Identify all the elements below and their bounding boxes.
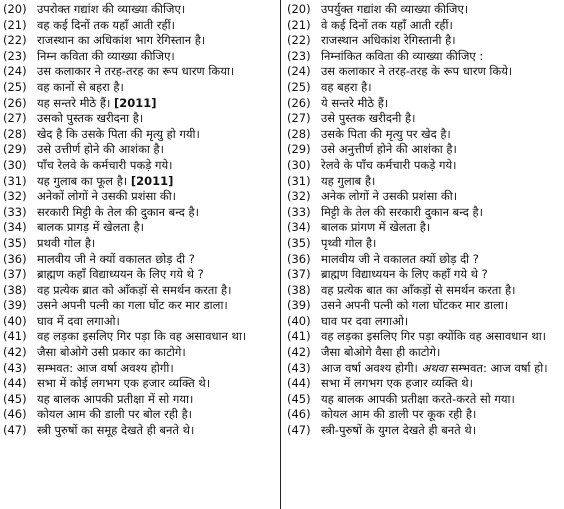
corrected-sentence [321,205,560,221]
table-row [3,236,561,252]
table-row [3,205,561,221]
table-row [3,220,561,236]
left-entry [3,96,280,112]
right-entry [283,329,560,345]
sentence-text: अनेकों लोगों ने उसकी प्रशंसा की। [37,189,177,204]
sentence-text: वह प्रत्येक बात का आँकड़ों से समर्थन करता है। [321,282,516,297]
incorrect-sentence [37,158,280,174]
sentence-text: यह गुलाब है। [321,173,376,188]
entry-number: (39) [3,298,27,313]
sentence-text: सम्भवत: आज वर्षा अवश्य होगी। [37,360,174,375]
table-row [3,64,561,80]
sentence-text: वह कई दिनों तक यहाँ आती रहीं। [37,17,175,32]
incorrect-sentence [37,220,280,236]
corrected-sentence [321,392,560,408]
entry-number: (42) [287,345,311,360]
table-row [3,142,561,158]
left-entry [3,220,280,236]
entry-number: (29) [3,142,27,157]
corrected-sentence [321,111,560,127]
right-entry [283,267,560,283]
table-row [3,252,561,268]
left-entry [3,64,280,80]
right-entry [283,392,560,408]
left-entry [3,267,280,283]
left-entry [3,236,280,252]
left-entry [3,283,280,299]
left-entry [3,111,280,127]
entry-number: (47) [287,423,311,438]
incorrect-sentence [37,111,280,127]
sentence-text: उसने अपनी पत्नी को गला घोंटकर मार डाला। [321,298,509,313]
corrected-sentence [321,252,560,268]
entry-number: (30) [287,157,311,172]
entry-number: (44) [287,376,311,391]
corrected-sentence [321,345,560,361]
table-row [3,49,561,65]
sentence-text: ब्राह्मण कहाँ विद्याध्ययन के लिए गये थे ? [37,267,204,282]
entry-number: (41) [3,329,27,344]
incorrect-sentence [37,18,280,34]
entry-number: (46) [287,407,311,422]
sentence-text: मालवीय जी ने वकालत क्यों छोड़ दी ? [321,251,479,266]
sentence-text: निम्न कविता की व्याख्या कीजिए। [37,48,175,63]
incorrect-sentence [37,142,280,158]
entry-number: (26) [3,95,27,110]
entry-number: (22) [287,33,311,48]
table-row [3,2,561,18]
sentence-text: पृथ्वी गोल है। [321,235,377,250]
sentence-text: जैसा बोओगे वैसा ही काटोगे। [321,345,441,360]
right-entry [283,189,560,205]
left-entry [3,33,280,49]
sentence-text: पाँच रेलवे के कर्मचारी पकड़े गये। [37,157,173,172]
entry-number: (37) [287,267,311,282]
incorrect-sentence [37,49,280,65]
entry-number: (32) [287,189,311,204]
incorrect-sentence [37,64,280,80]
sentence-text: वह प्रत्येक ब्रात को आँकड़ों से समर्थन करता है। [37,282,232,297]
entry-number: (21) [3,17,27,32]
sentence-text: बालक प्रागड़ में खेलता है। [37,220,145,235]
entry-number: (43) [287,360,311,375]
incorrect-sentence [37,174,280,190]
sentence-text: प्रथवी गोल है। [37,235,96,250]
incorrect-sentence [37,189,280,205]
right-entry [283,252,560,268]
entry-number: (36) [3,251,27,266]
table-row [3,392,561,408]
sentence-text: उसने अपनी पत्नी का गला घोंट कर मार डाला। [37,298,228,313]
right-entry [283,49,560,65]
incorrect-sentence [37,392,280,408]
left-entry [3,314,280,330]
left-entry [3,345,280,361]
entry-number: (31) [3,173,27,188]
entry-number: (28) [3,126,27,141]
entry-number: (46) [3,407,27,422]
entry-number: (45) [287,391,311,406]
table-row [3,298,561,314]
incorrect-sentence [37,283,280,299]
entry-number: (23) [287,48,311,63]
right-entry [283,236,560,252]
sentence-text: घाव पर दवा लगाओ। [321,313,409,328]
sentence-text: घाव में दवा लगाओ। [37,313,120,328]
incorrect-sentence [37,345,280,361]
corrected-sentence [321,96,560,112]
sentence-text: वह लड़का इसलिए गिर पड़ा क्योंकि वह असावधान था। [321,329,547,344]
entry-number: (35) [3,235,27,250]
entry-number: (43) [3,360,27,375]
right-entry [283,64,560,80]
sentence-text: कोयल आम की डाली पर बोल रही है। [37,407,193,422]
entry-number: (40) [3,313,27,328]
entry-number: (35) [287,235,311,250]
corrected-sentence [321,18,560,34]
entry-number: (27) [287,111,311,126]
entry-number: (25) [3,79,27,94]
sentence-text: यह गुलाब का फूल है। [37,173,128,188]
corrected-sentence [321,361,560,377]
left-entry [3,407,280,423]
corrected-sentence [321,298,560,314]
alternative-sentence: सम्भवत: आज वर्षा हो। [450,360,548,375]
corrected-sentence [321,127,560,143]
sentence-text: मालवीय जी ने क्यों वकालत छोड़ दी ? [37,251,195,266]
incorrect-sentence [37,252,280,268]
sentence-text: वह लड़का इसलिए गिर पड़ा कि वह असावधान था। [37,329,247,344]
left-entry [3,158,280,174]
table-row [3,423,561,439]
right-entry [283,407,560,423]
entry-number: (33) [287,204,311,219]
corrected-sentence [321,236,560,252]
incorrect-sentence [37,80,280,96]
sentence-text: उपरोक्त गद्यांश की व्याख्या कीजिए। [37,2,186,16]
left-entry [3,80,280,96]
corrected-sentence [321,33,560,49]
entry-number: (37) [3,267,27,282]
corrected-sentence [321,49,560,65]
incorrect-sentence [37,314,280,330]
sentence-text: राजस्थान अधिकांश रेगिस्तानी है। [321,33,456,48]
right-entry [283,111,560,127]
table-row [3,174,561,190]
sentence-text: उपर्युक्त गद्यांश की व्याख्या कीजिए। [321,2,469,16]
right-entry [283,96,560,112]
entry-number: (47) [3,423,27,438]
right-entry [283,174,560,190]
left-entry [3,142,280,158]
right-entry [283,298,560,314]
incorrect-sentence [37,205,280,221]
corrected-sentence [321,2,560,18]
corrected-sentence [321,189,560,205]
corrected-sentence [321,80,560,96]
table-row [3,329,561,345]
sentence-text: उस कलाकार ने तरह-तरह के रूप धारण किये। [321,64,513,79]
corrected-sentence [321,64,560,80]
sentence-text: वे कई दिनों तक यहाँ आती रहीं। [321,17,453,32]
table-row [3,127,561,143]
sentence-text: उसे उत्तीर्ण होने की आशंका है। [37,142,165,157]
entry-number: (30) [3,157,27,172]
sentence-text: यह बालक आपकी प्रतीक्षा में सो गया। [37,391,194,406]
alternative-marker: अथवा [421,360,448,375]
sentence-text: कोयल आम की डाली पर कूक रही है। [321,407,477,422]
entry-number: (45) [3,391,27,406]
entry-number: (28) [287,126,311,141]
left-entry [3,361,280,377]
entry-number: (22) [3,33,27,48]
left-entry [3,189,280,205]
table-row [3,407,561,423]
corrected-sentence [321,376,560,392]
exam-year: [2011] [113,95,157,110]
entry-number: (29) [287,142,311,157]
incorrect-sentence [37,423,280,439]
right-entry [283,220,560,236]
right-entry [283,2,560,18]
left-entry [3,18,280,34]
right-entry [283,423,560,439]
incorrect-sentence [37,236,280,252]
corrected-sentence [321,158,560,174]
sentence-text: उसे अनुत्तीर्ण होने की आशंका है। [321,142,457,157]
incorrect-sentence [37,127,280,143]
entry-number: (38) [287,282,311,297]
left-entry [3,329,280,345]
entry-number: (40) [287,313,311,328]
right-entry [283,142,560,158]
entry-number: (27) [3,111,27,126]
entry-number: (39) [287,298,311,313]
sentence-text: ब्राह्मण विद्याध्ययन के लिए कहाँ गये थे ? [321,267,488,282]
sentence-text: उसको पुस्तक खरीदना है। [37,111,144,126]
table-row [3,158,561,174]
incorrect-sentence [37,298,280,314]
table-row [3,314,561,330]
incorrect-sentence [37,376,280,392]
sentence-text: मिट्टी के तेल की सरकारी दुकान बन्द है। [321,204,484,219]
exam-year: [2011] [130,173,174,188]
incorrect-sentence [37,2,280,18]
rows-container [3,2,561,439]
left-entry [3,205,280,221]
left-entry [3,174,280,190]
sentence-text: सरकारी मिट्टी के तेल की दुकान बन्द है। [37,204,200,219]
sentence-text: खेद है कि उसके पिता की मृत्यु हो गयी। [37,126,200,141]
sentence-text: स्त्री पुरुषों का समूह देखते ही बनते थे। [37,423,195,438]
entry-number: (38) [3,282,27,297]
entry-number: (31) [287,173,311,188]
entry-number: (32) [3,189,27,204]
entry-number: (42) [3,345,27,360]
sentence-text: यह सन्तरे मीठे हैं। [37,95,111,110]
incorrect-sentence [37,33,280,49]
sentence-text: स्त्री-पुरुषों के युगल देखते ही बनते थे। [321,423,477,438]
right-entry [283,314,560,330]
right-entry [283,33,560,49]
table-row [3,111,561,127]
right-entry [283,283,560,299]
table-row [3,18,561,34]
entry-number: (23) [3,48,27,63]
right-entry [283,80,560,96]
table-row [3,96,561,112]
sentence-text: आज वर्षा अवश्य होगी। [321,360,418,375]
table-row [3,361,561,377]
corrected-sentence [321,329,560,345]
entry-number: (34) [287,220,311,235]
right-entry [283,361,560,377]
sentence-text: ये सन्तरे मीठे हैं। [321,95,389,110]
corrected-sentence [321,407,560,423]
corrected-sentence [321,174,560,190]
table-row [3,189,561,205]
sentence-text: उसके पिता की मृत्यु पर खेद है। [321,126,451,141]
sentence-text: वह बहरा है। [321,79,372,94]
entry-number: (26) [287,95,311,110]
left-entry [3,49,280,65]
sentence-text: निम्नांकित कविता की व्याख्या कीजिए : [321,48,484,63]
sentence-text: अनेक लोगों ने उसकी प्रशंसा की। [321,189,458,204]
left-entry [3,423,280,439]
entry-number: (44) [3,376,27,391]
corrected-sentence [321,142,560,158]
entry-number: (41) [287,329,311,344]
sentence-text: उसे पुस्तक खरीदनी है। [321,111,416,126]
left-entry [3,2,280,18]
table-row [3,376,561,392]
sentence-text: उस कलाकार ने तरह-तरह का रूप धारण किया। [37,64,235,79]
table-row [3,33,561,49]
corrected-sentence [321,314,560,330]
right-entry [283,18,560,34]
right-entry [283,345,560,361]
right-entry [283,158,560,174]
entry-number: (24) [287,64,311,79]
incorrect-sentence [37,96,280,112]
entry-number: (24) [3,64,27,79]
right-entry [283,205,560,221]
entry-number: (21) [287,17,311,32]
corrected-sentence [321,267,560,283]
left-entry [3,298,280,314]
sentence-text: बालक प्रांगण में खेलता है। [321,220,431,235]
incorrect-sentence [37,267,280,283]
corrected-sentence [321,423,560,439]
incorrect-sentence [37,361,280,377]
sentence-text: सभा में कोई लगभग एक हजार व्यक्ति थे। [37,376,211,391]
right-entry [283,376,560,392]
column-divider [280,0,281,509]
sentence-text: यह बालक आपकी प्रतीक्षा करते-करते सो गया। [321,391,515,406]
table-row [3,267,561,283]
entry-number: (34) [3,220,27,235]
sentence-text: सभा में लगभग एक हजार व्यक्ति थे। [321,376,473,391]
table-row [3,80,561,96]
left-entry [3,392,280,408]
sentence-text: रेलवे के पाँच कर्मचारी पकड़े गये। [321,157,457,172]
table-row [3,345,561,361]
table-row [3,283,561,299]
incorrect-sentence [37,329,280,345]
sentence-text: जैसा बोओगे उसी प्रकार का काटोगे। [37,345,186,360]
left-entry [3,376,280,392]
left-entry [3,252,280,268]
left-entry [3,127,280,143]
corrected-sentence [321,283,560,299]
corrected-sentence [321,220,560,236]
entry-number: (36) [287,251,311,266]
entry-number: (33) [3,204,27,219]
sentence-text: वह कानों से बहरा है। [37,79,124,94]
incorrect-sentence [37,407,280,423]
right-entry [283,127,560,143]
entry-number: (20) [3,2,27,16]
sentence-text: राजस्थान का अधिकांश भाग रेगिस्तान है। [37,33,206,48]
entry-number: (20) [287,2,311,16]
entry-number: (25) [287,79,311,94]
